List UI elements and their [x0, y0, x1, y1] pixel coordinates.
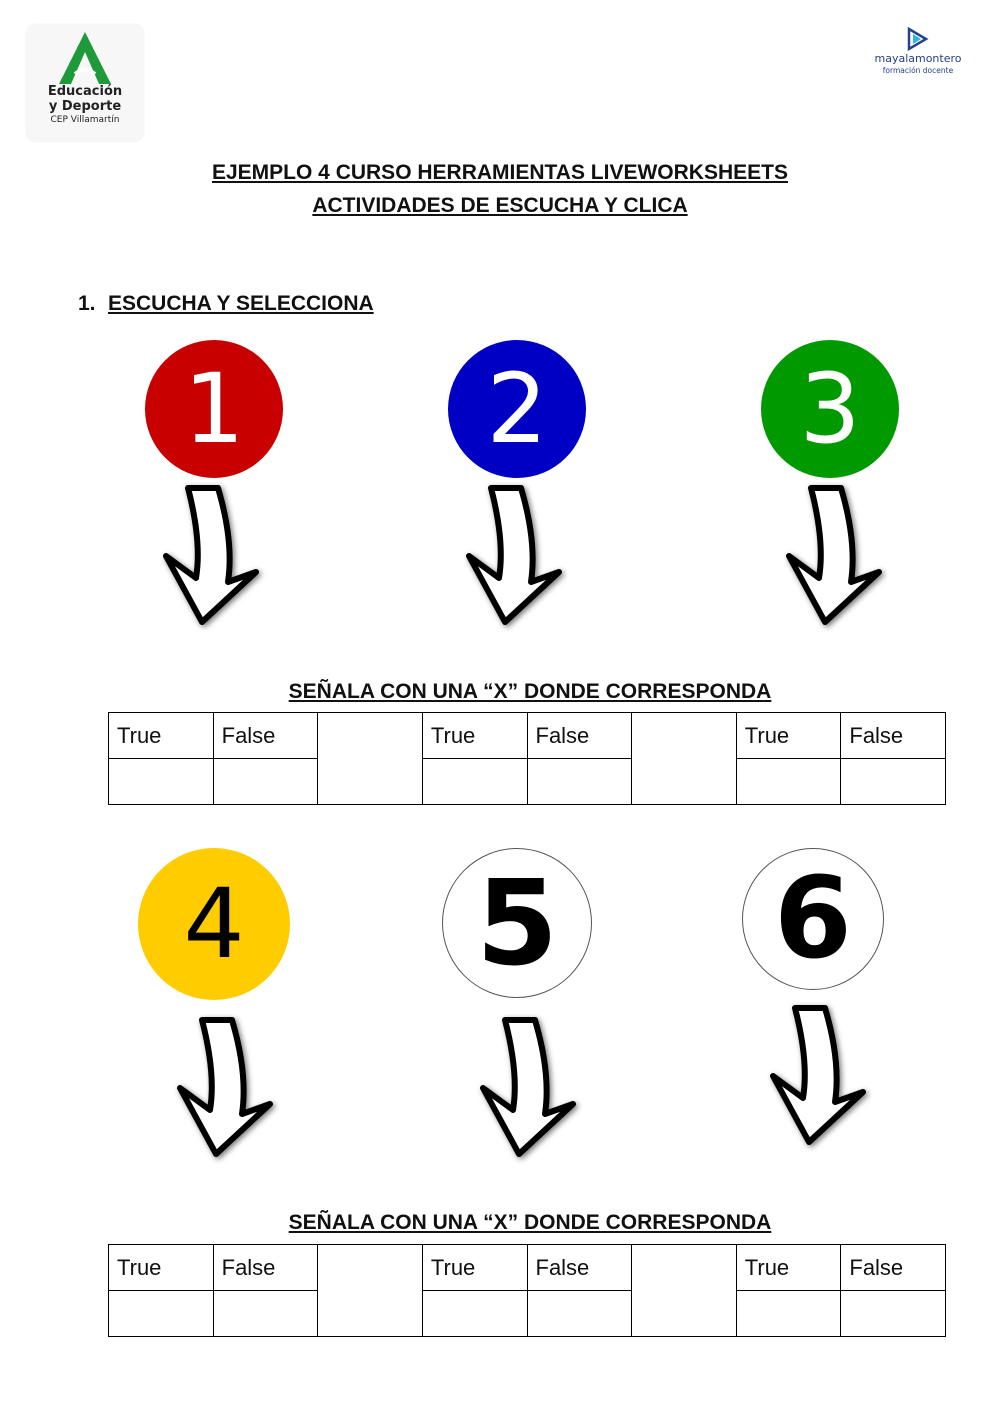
logo-name: mayalamontero — [874, 52, 962, 65]
logo-line-1: Educación — [47, 84, 123, 99]
down-arrow-icon — [765, 1002, 875, 1152]
false-header: False — [527, 1245, 632, 1291]
page-title: EJEMPLO 4 CURSO HERRAMIENTAS LIVEWORKSHEETS — [211, 161, 788, 184]
spacer-cell — [318, 713, 423, 805]
circle-label: 5 — [475, 854, 559, 992]
instruction-text-1: SEÑALA CON UNA “X” DONDE CORRESPONDA — [288, 680, 772, 703]
false-header: False — [527, 713, 632, 759]
true-header: True — [109, 1245, 214, 1291]
answer-cell-3-true[interactable] — [736, 759, 841, 805]
circle-label: 4 — [183, 868, 245, 980]
down-arrow-icon — [475, 1014, 585, 1164]
true-header: True — [736, 713, 841, 759]
true-header: True — [736, 1245, 841, 1291]
answer-cell-5-false[interactable] — [527, 1291, 632, 1337]
answer-cell-6-true[interactable] — [736, 1291, 841, 1337]
answer-cell-4-true[interactable] — [109, 1291, 214, 1337]
logo-line-3: CEP Villamartín — [50, 115, 120, 125]
spacer-cell — [632, 713, 737, 805]
logo-line-2: y Deporte — [48, 99, 122, 114]
section-number: 1. — [78, 292, 96, 315]
false-header: False — [213, 1245, 318, 1291]
logo-subtitle: formación docente — [882, 66, 954, 75]
circle-label: 6 — [774, 854, 852, 984]
false-header: False — [841, 1245, 946, 1291]
number-circle-3[interactable] — [761, 340, 899, 478]
circle-label: 1 — [183, 353, 245, 465]
answer-cell-3-false[interactable] — [841, 759, 946, 805]
instruction-text-2: SEÑALA CON UNA “X” DONDE CORRESPONDA — [288, 1211, 772, 1234]
down-arrow-icon — [461, 482, 571, 632]
answer-cell-6-false[interactable] — [841, 1291, 946, 1337]
circle-label: 3 — [799, 353, 861, 465]
page-subtitle: ACTIVIDADES DE ESCUCHA Y CLICA — [312, 194, 688, 217]
spacer-cell — [318, 1245, 423, 1337]
spacer-cell — [632, 1245, 737, 1337]
answer-table-2 — [108, 1244, 946, 1337]
number-circle-6[interactable] — [742, 848, 884, 990]
true-header: True — [109, 713, 214, 759]
answer-cell-1-false[interactable] — [213, 759, 318, 805]
number-circle-4[interactable] — [138, 848, 290, 1000]
number-circle-5[interactable] — [442, 848, 592, 998]
down-arrow-icon — [781, 482, 891, 632]
down-arrow-icon — [172, 1014, 282, 1164]
true-header: True — [422, 1245, 527, 1291]
false-header: False — [841, 713, 946, 759]
answer-cell-2-false[interactable] — [527, 759, 632, 805]
down-arrow-icon — [158, 482, 268, 632]
answer-cell-2-true[interactable] — [422, 759, 527, 805]
number-circle-2[interactable] — [448, 340, 586, 478]
educacion-deporte-logo — [26, 24, 144, 142]
answer-cell-5-true[interactable] — [422, 1291, 527, 1337]
answer-table-1 — [108, 712, 946, 805]
circle-label: 2 — [486, 353, 548, 465]
section-heading — [78, 292, 374, 316]
mayalamontero-logo — [870, 24, 966, 80]
false-header: False — [213, 713, 318, 759]
answer-cell-4-false[interactable] — [213, 1291, 318, 1337]
true-header: True — [422, 713, 527, 759]
section-label: ESCUCHA Y SELECCIONA — [108, 292, 374, 315]
junta-a-logo-icon — [55, 30, 115, 86]
answer-cell-1-true[interactable] — [109, 759, 214, 805]
number-circle-1[interactable] — [145, 340, 283, 478]
play-logo-icon — [904, 26, 930, 52]
